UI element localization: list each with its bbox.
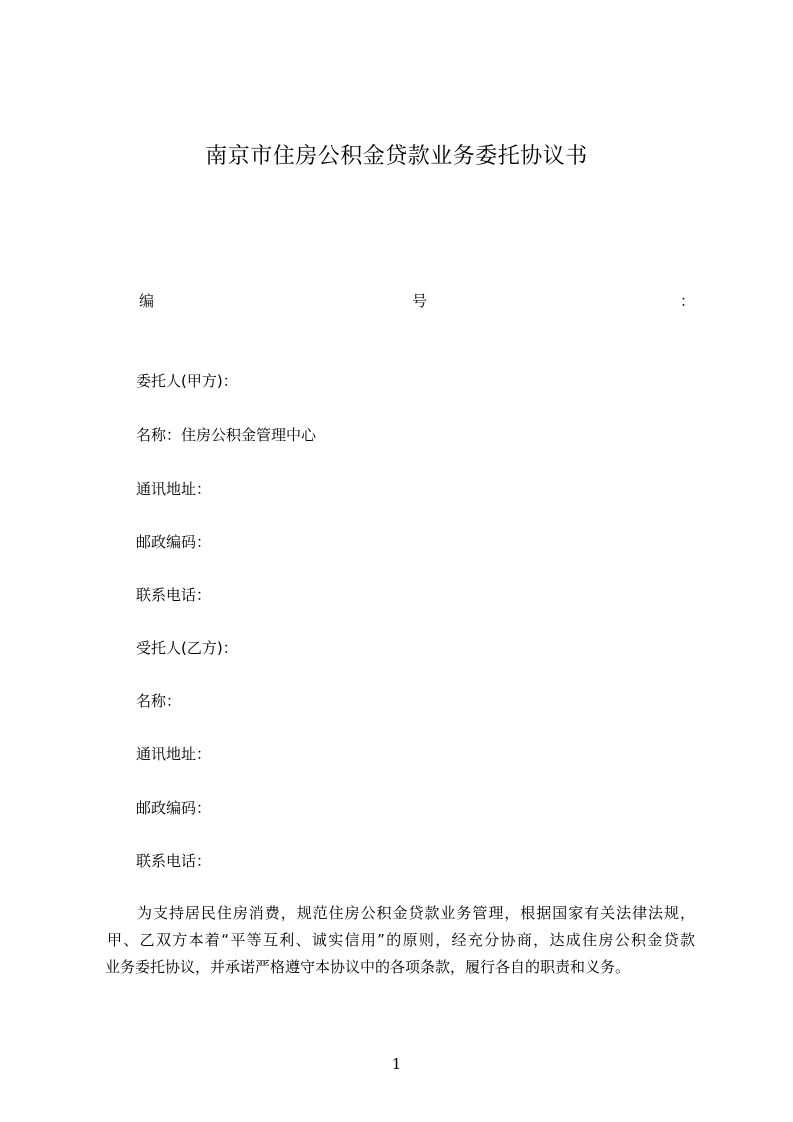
- preamble-line-2: 甲、乙双方本着“平等互利、诚实信用”的原则，经充分协商，达成住房公积金贷款: [107, 931, 695, 949]
- party-a-address: 通讯地址：: [136, 480, 212, 498]
- number-label-char2: 号: [412, 292, 428, 310]
- party-b-address: 通讯地址：: [136, 745, 212, 763]
- preamble-line-3: 业务委托协议，并承诺严格遵守本协议中的各项条款，履行各自的职责和义务。: [105, 958, 631, 976]
- party-a-postcode: 邮政编码：: [136, 533, 212, 551]
- preamble-line-1: 为支持居民住房消费，规范住房公积金贷款业务管理，根据国家有关法律法规，: [137, 904, 695, 922]
- party-a-phone: 联系电话：: [136, 586, 212, 604]
- party-a-name: 名称：住房公积金管理中心: [136, 426, 317, 444]
- document-title: 南京市住房公积金贷款业务委托协议书: [205, 144, 588, 169]
- party-b-name: 名称：: [136, 692, 182, 710]
- preamble-paragraph: [105, 900, 695, 981]
- party-b-phone: 联系电话：: [136, 852, 212, 870]
- number-label-char1: 编: [139, 292, 155, 310]
- page-number: 1: [391, 1055, 402, 1073]
- number-label-colon: ：: [680, 292, 696, 310]
- party-a-heading: 委托人(甲方)：: [136, 372, 238, 390]
- party-b-postcode: 邮政编码：: [136, 799, 212, 817]
- party-b-heading: 受托人(乙方)：: [136, 639, 238, 657]
